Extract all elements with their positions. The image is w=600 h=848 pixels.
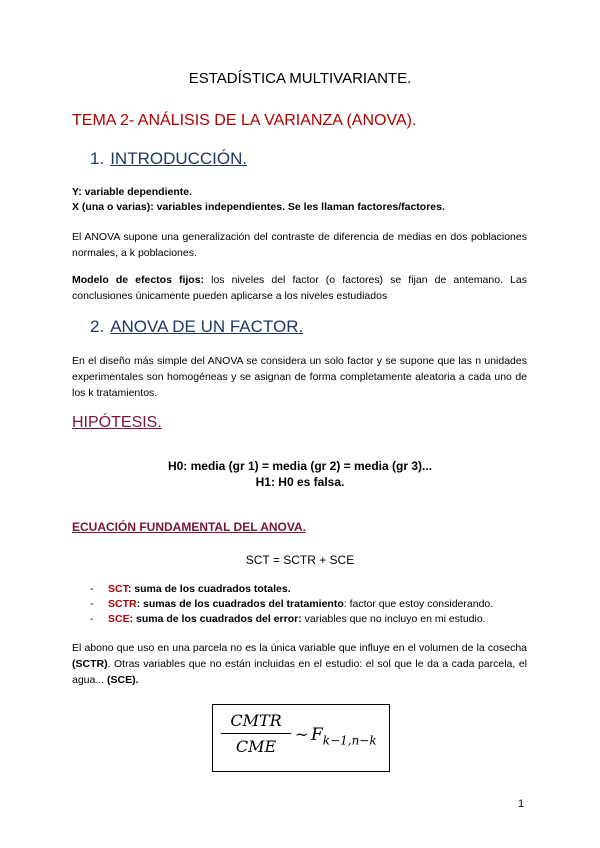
list-item	[90, 597, 493, 612]
fundamental-equation: SCT = SCTR + SCE	[245, 553, 355, 567]
f-statistic-formula	[212, 704, 390, 772]
fraction	[221, 711, 291, 756]
ecuacion-heading: ECUACIÓN FUNDAMENTAL DEL ANOVA.	[72, 520, 306, 534]
term-abbr: SCTR	[108, 598, 137, 610]
sce-ref: (SCE).	[107, 674, 139, 686]
f-letter: F	[311, 725, 323, 745]
modelo-label: Modelo de efectos fijos:	[72, 274, 205, 286]
f-distribution	[311, 725, 377, 747]
intro-paragraph: El ANOVA supone una generalización del contraste de diferencia de medias en dos poblaciones normales, a k poblaciones.	[72, 231, 527, 259]
section-number: 2.	[90, 317, 105, 336]
bullet-dash: -	[90, 598, 94, 610]
term-definition: : suma de los cuadrados totales.	[127, 583, 291, 595]
section-heading-anova-factor	[90, 317, 303, 337]
term-abbr: SCE	[108, 613, 130, 625]
bullet-list	[90, 582, 493, 627]
x-definition: X (una o varias): variables independientes. Se les llaman factores/factores.	[72, 201, 445, 213]
anova-paragraph: En el diseño más simple del ANOVA se considera un solo factor y se supone que las n unidades experimentales son homogéneas y se asignan de forma completamente aleatoria a cada uno de los k tratamientos.	[72, 355, 527, 399]
hypothesis-h0: H0: media (gr 1) = media (gr 2) = media (gr 3)...	[167, 459, 433, 473]
example-paragraph	[72, 640, 527, 688]
denominator: CME	[235, 737, 277, 756]
example-text: . Otras variables que no están incluidas en el estudio: el sol que le da a cada parcela, el agua...	[72, 658, 527, 686]
f-subscript: k−1,n−k	[322, 733, 377, 748]
term-abbr: SCT	[108, 583, 128, 595]
list-item	[90, 582, 493, 597]
tema-heading: TEMA 2- ANÁLISIS DE LA VARIANZA (ANOVA).	[72, 112, 417, 129]
section-heading-introduccion	[90, 149, 247, 169]
modelo-paragraph	[72, 272, 527, 304]
list-item	[90, 612, 493, 627]
modelo-text: los niveles del factor (o factores) se fijan de antemano. Las conclusiones únicamente pueden aplicarse a los niveles estudiados	[72, 274, 527, 302]
term-note: variables que no incluyo en mi estudio.	[301, 613, 486, 625]
hypothesis-h1: H1: H0 es falsa.	[255, 475, 345, 489]
bullet-dash: -	[90, 583, 94, 595]
section-number: 1.	[90, 149, 105, 168]
example-text: El abono que uso en una parcela no es la única variable que influye en el volumen de la cosecha	[72, 642, 527, 654]
section-label: INTRODUCCIÓN.	[110, 149, 248, 168]
term-definition: : suma de los cuadrados del error:	[129, 613, 302, 625]
numerator: CMTR	[230, 711, 282, 730]
term-note: : factor que estoy considerando.	[343, 598, 494, 610]
term-definition: : sumas de los cuadrados del tratamiento	[136, 598, 344, 610]
bullet-dash: -	[90, 613, 94, 625]
section-label: ANOVA DE UN FACTOR.	[110, 317, 304, 336]
sctr-ref: (SCTR)	[72, 658, 108, 670]
fraction-bar	[221, 733, 291, 734]
page-number: 1	[518, 798, 525, 810]
tilde-symbol: ~	[295, 725, 309, 744]
hipotesis-heading: HIPÓTESIS.	[72, 414, 162, 431]
y-definition: Y: variable dependiente.	[72, 186, 193, 198]
document-title: ESTADÍSTICA MULTIVARIANTE.	[188, 70, 412, 87]
